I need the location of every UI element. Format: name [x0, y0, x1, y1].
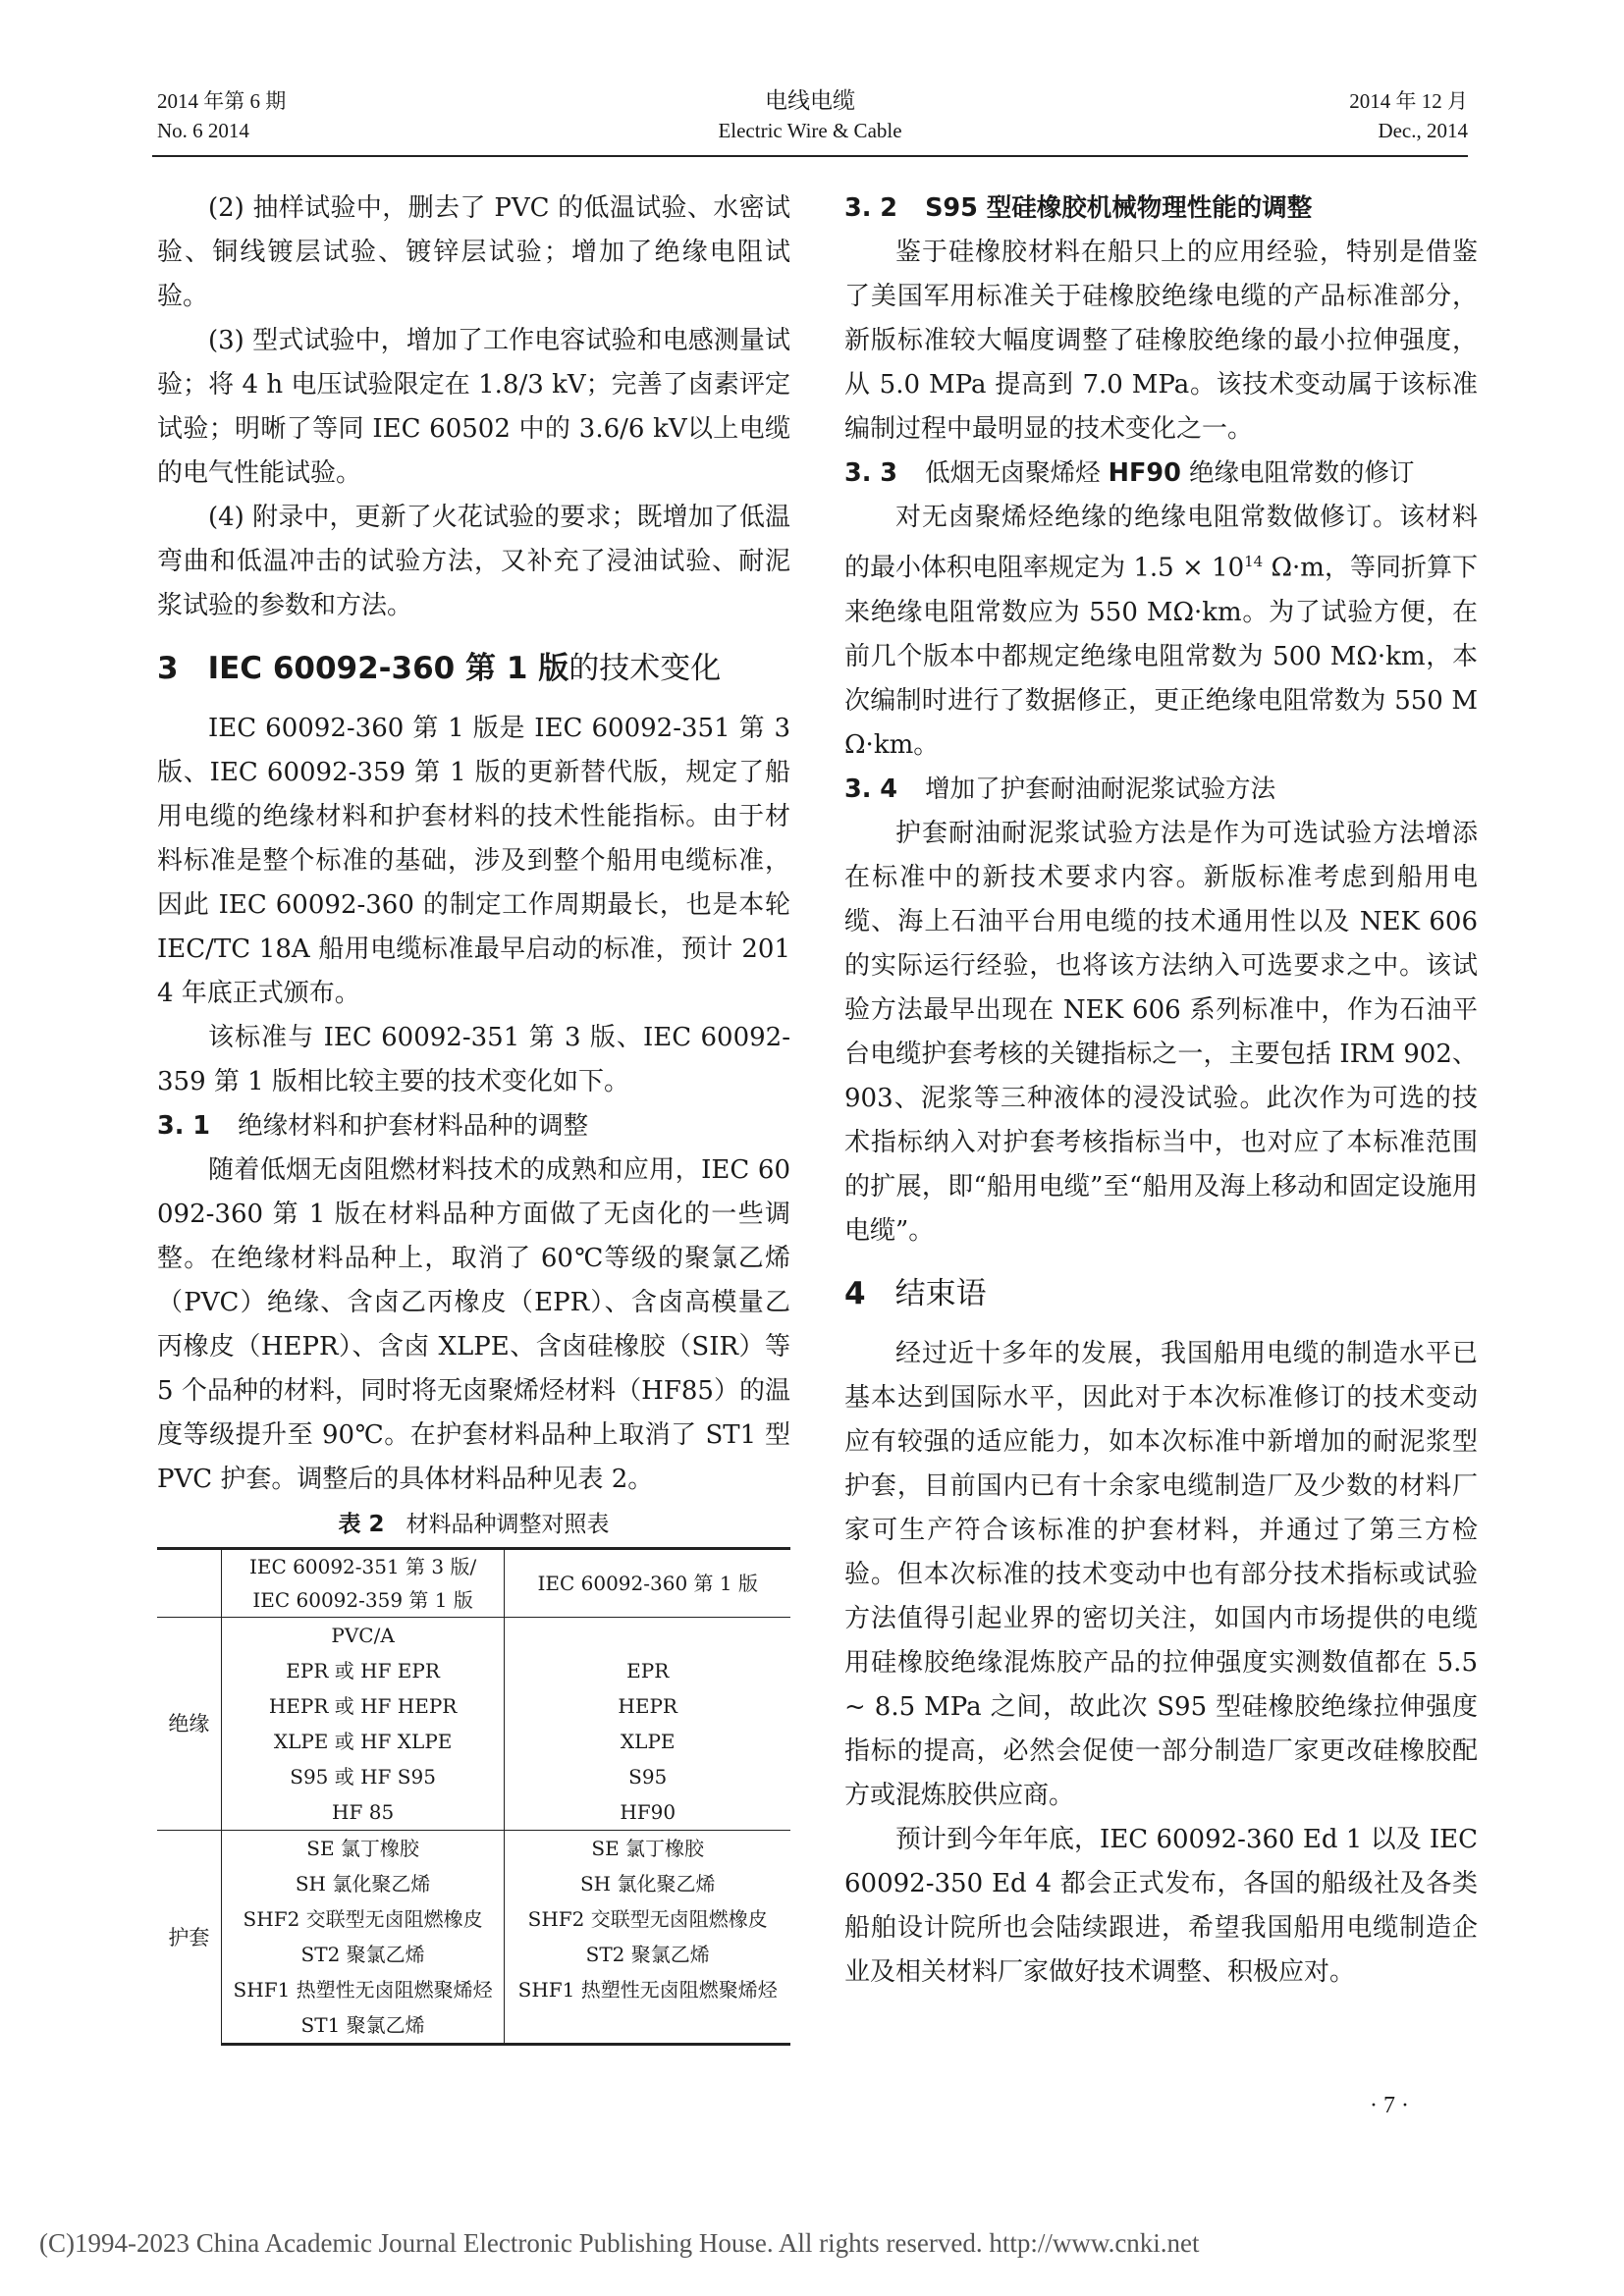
table-cell-old: HEPR 或 HF HEPR: [221, 1688, 505, 1724]
table-row: [157, 1653, 790, 1688]
header-old-line1: IEC 60092-351 第 3 版/: [248, 1555, 477, 1578]
table-cell-old: SH 氯化聚乙烯: [221, 1866, 505, 1901]
table-row: [157, 1901, 790, 1937]
subsection-title-post: 绝缘电阻常数的修订: [1180, 458, 1415, 488]
left-column: [157, 187, 790, 2046]
copyright-footer: (C)1994-2023 China Academic Journal Electronic Publishing House. All rights reserved. http://www.cnki.net: [39, 2228, 1200, 2258]
paragraph-type-test: (3) 型式试验中，增加了工作电容试验和电感测量试验；将 4 h 电压试验限定在 1.8/3 kV；完善了卤素评定试验；明晰了等同 IEC 60502 中的 3.6/6 kV以上电缆的电气性能试验。: [157, 326, 790, 488]
table-cell-old: HF 85: [221, 1794, 505, 1831]
table-cell-old: ST2 聚氯乙烯: [221, 1937, 505, 1972]
journal-title-en: Electric Wire & Cable: [718, 119, 902, 142]
table-row: [157, 1618, 790, 1654]
table-group-sheath: 护套: [157, 1831, 221, 2045]
subsection-title: 增加了护套耐油耐泥浆试验方法: [925, 774, 1276, 804]
journal-issue-en: No. 6 2014: [157, 119, 249, 142]
subsection-3-2-heading: [844, 187, 1478, 231]
right-column: [844, 187, 1478, 1995]
header-rule: [152, 155, 1468, 157]
paragraph-comparison: 该标准与 IEC 60092-351 第 3 版、IEC 60092-359 第 1 版相比较主要的技术变化如下。: [157, 1023, 790, 1096]
subsection-number: 3. 2: [844, 193, 898, 223]
table-cell-new: [505, 2007, 790, 2045]
paragraph-iec360-intro: IEC 60092-360 第 1 版是 IEC 60092-351 第 3 版、IEC 60092-359 第 1 版的更新替代版，规定了船用电缆的绝缘材料和护套材料的技术性能指标。由于材料标准是整个标准的基础，涉及到整个船用电缆标准，因此 IEC 60092-360 的制定工作周期最长，也是本轮 IEC/TC 18A 船用电缆标准最早启动的标准，预计 2014 年底正式颁布。: [157, 714, 790, 1008]
subsection-number: 3. 1: [157, 1111, 211, 1141]
table-cell-new: SH 氯化聚乙烯: [579, 1872, 716, 1896]
table-cell-new: HEPR: [618, 1694, 677, 1718]
table-cell-new: SE 氯丁橡胶: [505, 1831, 790, 1867]
subsection-number: 3. 3: [844, 458, 898, 488]
table-cell-old: SHF1 热塑性无卤阻燃聚烯烃: [221, 1972, 505, 2007]
table-row: [157, 1688, 790, 1724]
paragraph-silicone-rubber: 鉴于硅橡胶材料在船只上的应用经验，特别是借鉴了美国军用标准关于硅橡胶绝缘电缆的产品标准部分，新版标准较大幅度调整了硅橡胶绝缘的最小拉伸强度，从 5.0 MPa 提高到 7.0 MPa。该技术变动属于该标准编制过程中最明显的技术变化之一。: [844, 238, 1478, 444]
table-cell-new: SHF1 热塑性无卤阻燃聚烯烃: [517, 1978, 778, 2002]
table-cell-new: EPR: [626, 1659, 670, 1682]
subsection-title: S95 型硅橡胶机械物理性能的调整: [925, 193, 1313, 223]
section-number: 4: [844, 1275, 866, 1311]
table-cell-old: SE 氯丁橡胶: [221, 1831, 505, 1867]
table-cell-old: ST1 聚氯乙烯: [221, 2007, 505, 2045]
header-old-line2: IEC 60092-359 第 1 版: [252, 1588, 473, 1612]
table-cell-old: SHF2 交联型无卤阻燃橡皮: [221, 1901, 505, 1937]
subsection-3-1-heading: [157, 1104, 790, 1148]
table-header-old-standard: [221, 1549, 505, 1618]
text-part-a: 对无卤聚烯烃绝缘的绝缘电阻常数做修订。该材料的最小体积电阻率规定为 1.5 × 10: [844, 503, 1478, 583]
table-cell-new: S95: [628, 1765, 668, 1789]
table-cell-new: SHF2 交联型无卤阻燃橡皮: [527, 1907, 768, 1931]
paragraph-oil-mud-test: 护套耐油耐泥浆试验方法是作为可选试验方法增添在标准中的新技术要求内容。新版标准考虑到船用电缆、海上石油平台用电缆的技术通用性以及 NEK 606的实际运行经验，也将该方法纳入可选要求之中。该试验方法最早出现在 NEK 606 系列标准中，作为石油平台电缆护套考核的关键指标之一，主要包括 IRM 902、903、泥浆等三种液体的浸没试验。此次作为可选的技术指标纳入对护套考核指标当中，也对应了本标准范围的扩展，即“船用电缆”至“船用及海上移动和固定设施用电缆”。: [844, 818, 1478, 1246]
issue-date-en: Dec., 2014: [1378, 119, 1468, 142]
journal-title-cn: 电线电缆: [765, 88, 855, 113]
table-cell-old: EPR 或 HF EPR: [221, 1653, 505, 1688]
section-title-bold: IEC 60092-360 第 1 版: [207, 651, 569, 686]
subsection-number: 3. 4: [844, 774, 898, 804]
table-group-insulation: 绝缘: [157, 1618, 221, 1831]
subsection-title-pre: 低烟无卤聚烯烃: [925, 458, 1109, 488]
table-number: 表 2: [338, 1512, 385, 1537]
paragraph-material-adjustment: 随着低烟无卤阻燃材料技术的成熟和应用，IEC 60092-360 第 1 版在材料品种方面做了无卤化的一些调整。在绝缘材料品种上，取消了 60℃等级的聚氯乙烯（PVC）绝缘、含卤乙丙橡皮（EPR）、含卤高模量乙丙橡皮（HEPR）、含卤 XLPE、含卤硅橡胶（SIR）等 5 个品种的材料，同时将无卤聚烯烃材料（HF85）的温度等级提升至 90℃。在护套材料品种上取消了 ST1 型 PVC 护套。调整后的具体材料品种见表 2。: [157, 1155, 790, 1494]
table-row: [157, 1866, 790, 1901]
section-number: 3: [157, 651, 179, 686]
section-4-heading: [844, 1269, 1478, 1318]
subsection-title-bold: HF90: [1108, 458, 1181, 488]
table-cell-new: HF90: [620, 1800, 677, 1824]
paragraph-sampling-test: (2) 抽样试验中，删去了 PVC 的低温试验、水密试验、铜线镀层试验、镀锌层试验；增加了绝缘电阻试验。: [157, 193, 790, 311]
table-header-row: [157, 1549, 790, 1618]
subsection-title: 绝缘材料和护套材料品种的调整: [238, 1111, 589, 1141]
section-3-heading: [157, 644, 790, 693]
table-cell-old: S95 或 HF S95: [221, 1759, 505, 1794]
text-part-b: Ω·m，等同折算下来绝缘电阻常数应为 550 MΩ·km。为了试验方便，在前几个版本中都规定绝缘电阻常数为 500 MΩ·km，本次编制时进行了数据修正，更正绝缘电阻常数为 550 MΩ·km。: [844, 553, 1478, 760]
table-cell-old: XLPE 或 HF XLPE: [221, 1724, 505, 1759]
section-title: 结束语: [894, 1275, 987, 1311]
table-header-blank: [157, 1549, 221, 1618]
subsection-3-3-heading: [844, 452, 1478, 496]
table-title: 材料品种调整对照表: [406, 1512, 610, 1537]
table-row: [157, 1759, 790, 1794]
paragraph-conclusion-1: 经过近十多年的发展，我国船用电缆的制造水平已基本达到国际水平，因此对于本次标准修订的技术变动应有较强的适应能力，如本次标准中新增加的耐泥浆型护套，目前国内已有十余家电缆制造厂及少数的材料厂家可生产符合该标准的护套材料，并通过了第三方检验。但本次标准的技术变动中也有部分技术指标或试验方法值得引起业界的密切关注，如国内市场提供的电缆用硅橡胶绝缘混炼胶产品的拉伸强度实测数值都在 5.5 ~ 8.5 MPa 之间，故此次 S95 型硅橡胶绝缘拉伸强度指标的提高，必然会促使一部分制造厂家更改硅橡胶配方或混炼胶供应商。: [844, 1338, 1478, 1810]
table-row: [157, 1794, 790, 1831]
table-cell-new: XLPE: [620, 1730, 676, 1753]
table-row: [157, 1724, 790, 1759]
table-cell-old: PVC/A: [221, 1618, 505, 1654]
table-cell-new: ST2 聚氯乙烯: [585, 1943, 710, 1966]
paragraph-appendix: (4) 附录中，更新了火花试验的要求；既增加了低温弯曲和低温冲击的试验方法，又补充了浸油试验、耐泥浆试验的参数和方法。: [157, 503, 790, 620]
paragraph-insulation-resistance: [844, 496, 1478, 768]
paragraph-conclusion-2: 预计到今年年底，IEC 60092-360 Ed 1 以及 IEC 60092-350 Ed 4 都会正式发布，各国的船级社及各类船舶设计院所也会陆续跟进，希望我国船用电缆制造企业及相关材料厂家做好技术调整、积极应对。: [844, 1824, 1478, 1987]
table-row: [157, 1972, 790, 2007]
issue-date-cn: 2014 年 12 月: [1349, 89, 1468, 113]
superscript-exponent: 14: [1244, 553, 1264, 570]
table-2: [157, 1547, 790, 2046]
table-row: [157, 2007, 790, 2045]
table-header-new-standard: IEC 60092-360 第 1 版: [505, 1549, 790, 1618]
table-2-caption: [157, 1506, 790, 1543]
table-row: [157, 1937, 790, 1972]
table-cell-new: [505, 1618, 790, 1654]
journal-issue-cn: 2014 年第 6 期: [157, 89, 287, 113]
page-number: · 7 ·: [1370, 2093, 1409, 2118]
section-title-rest: 的技术变化: [568, 651, 722, 686]
subsection-3-4-heading: [844, 768, 1478, 812]
table-row: [157, 1831, 790, 1867]
